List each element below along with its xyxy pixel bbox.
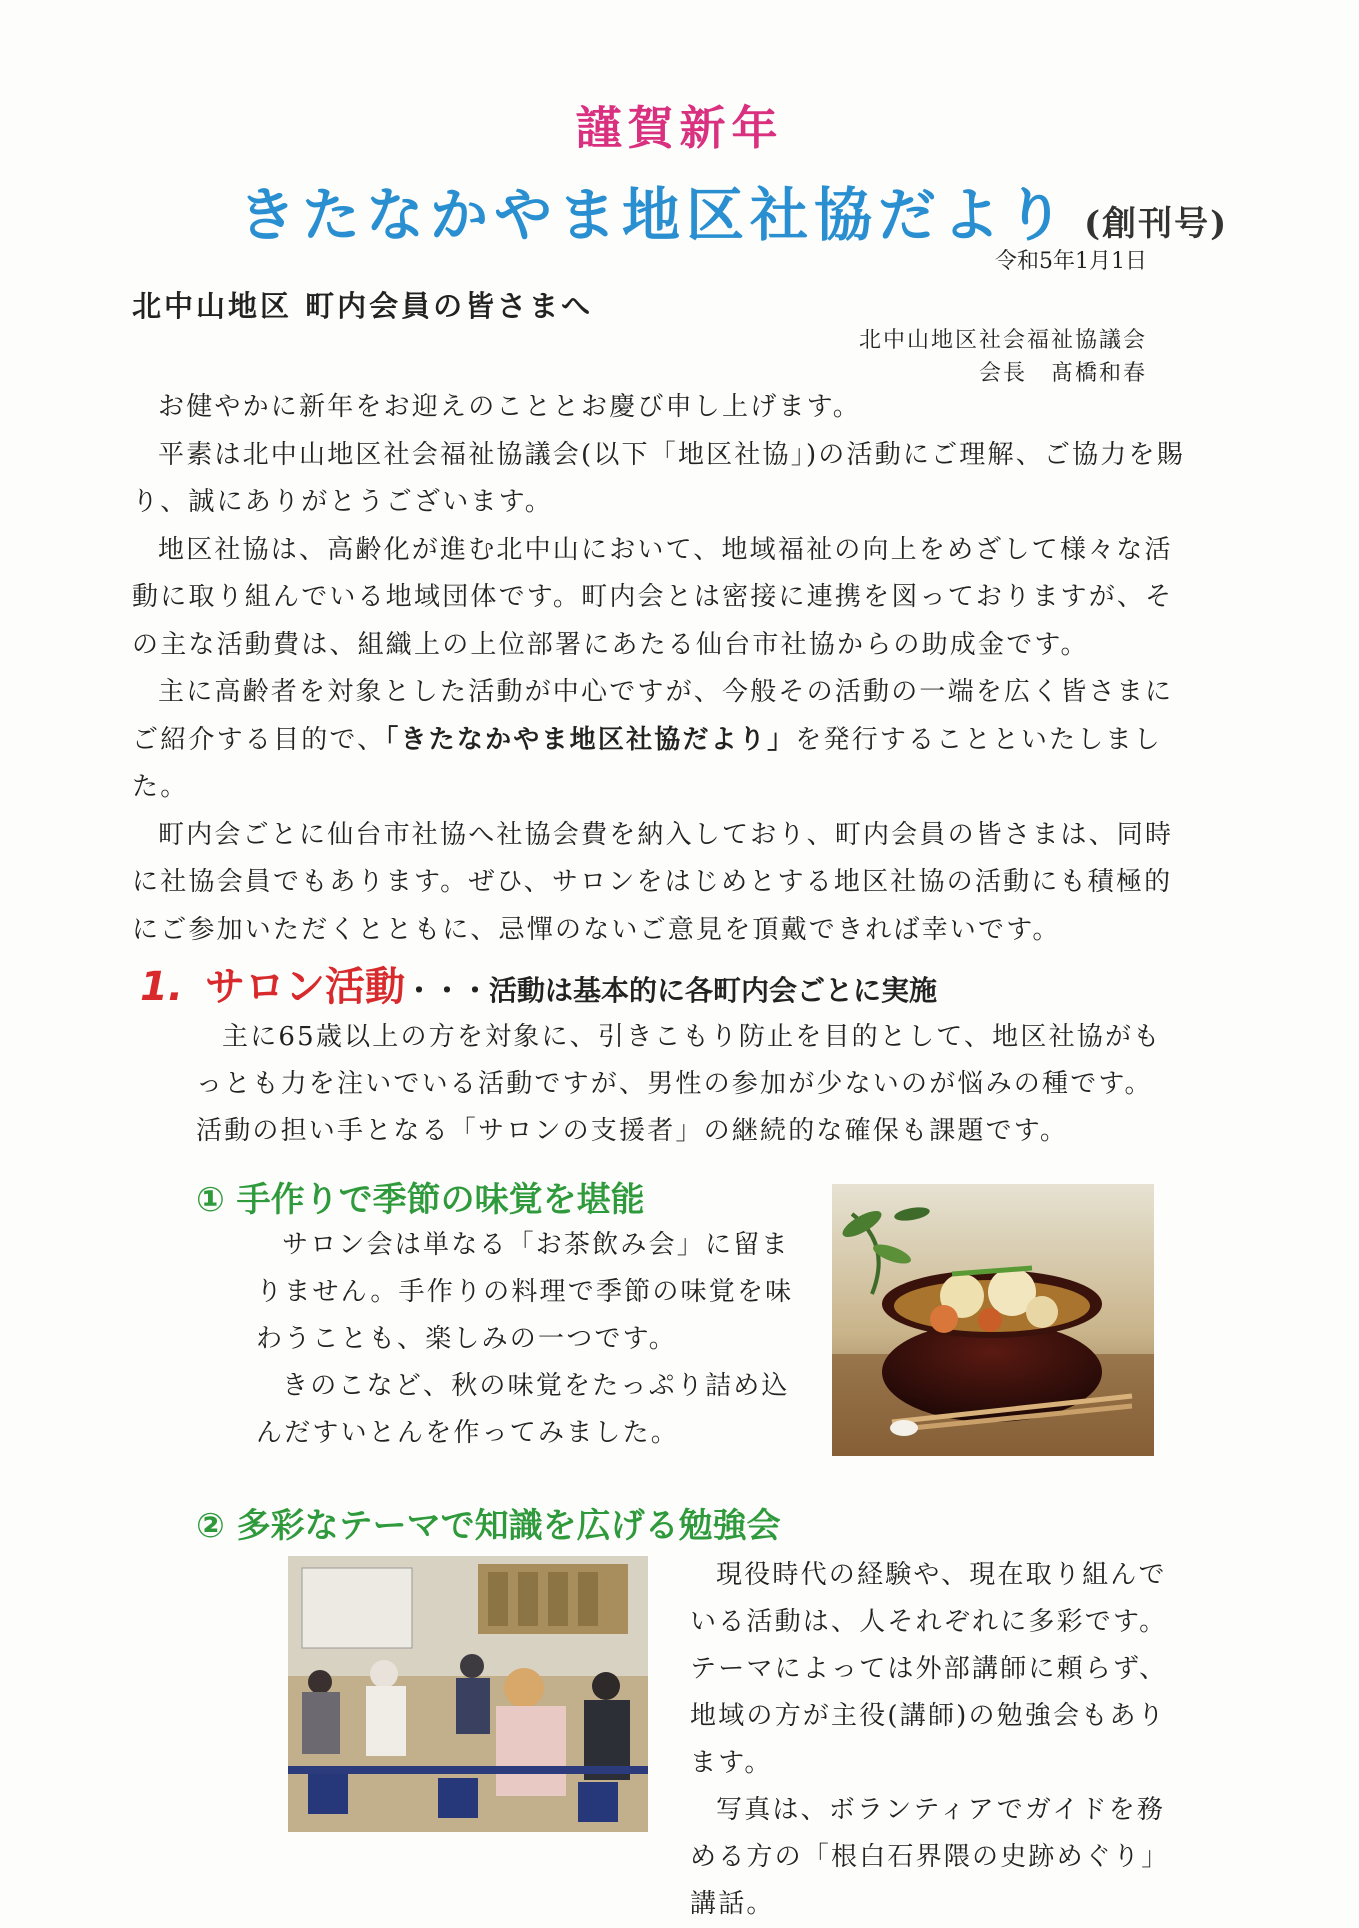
section-description: ・・・活動は基本的に各町内会ごとに実施 xyxy=(405,974,938,1007)
section-paragraph: 主に65歳以上の方を対象に、引きこもり防止を目的として、地区社協がもっとも力を注いでいる活動ですが、男性の参加が少ないのが悩みの種です。活動の担い手となる「サロンの支援者」の継続的な確保も課題です。 xyxy=(196,1022,1162,1146)
subsection-heading-cooking: ① 手作りで季節の味覚を堪能 xyxy=(196,1180,645,1220)
section-heading xyxy=(140,955,937,1012)
issue-date: 令和5年1月1日 xyxy=(995,249,1147,274)
intro-text xyxy=(132,384,1192,954)
intro-paragraph: 町内会ごとに仙台市社協へ社協会費を納入しており、町内会員の皆さまは、同時に社協会員でもあります。ぜひ、サロンをはじめとする地区社協の活動にも積極的にご参加いただくとともに、忌憚のないご意見を頂戴できれば幸いです。 xyxy=(132,819,1174,945)
intro-paragraph xyxy=(132,669,1192,812)
sender-block xyxy=(859,324,1147,390)
salutation: 北中山地区 町内会員の皆さまへ xyxy=(132,289,594,323)
newsletter-title xyxy=(238,168,1228,252)
subsection-paragraph: きのこなど、秋の味覚をたっぷり詰め込んだすいとんを作ってみました。 xyxy=(256,1371,790,1448)
signatory: 会長 髙橋和春 xyxy=(978,361,1147,386)
section-body xyxy=(196,1014,1166,1155)
newsletter-name-highlight: 「きたなかやま地区社協だより」 xyxy=(385,724,796,755)
subsection-paragraph: サロン会は単なる「お茶飲み会」に留まりません。手作りの料理で季節の味覚を味わうことも、楽しみの一つです。 xyxy=(256,1230,794,1354)
intro-paragraph: 平素は北中山地区社会福祉協議会(以下「地区社協」)の活動にご理解、ご協力を賜り、誠にありがとうございます。 xyxy=(132,439,1185,517)
issue-label: (創刊号) xyxy=(1084,204,1229,244)
org-name: 北中山地区社会福祉協議会 xyxy=(858,328,1147,353)
subsection-paragraph: 写真は、ボランティアでガイドを務める方の「根白石界隈の史跡めぐり」講話。 xyxy=(690,1795,1170,1919)
intro-paragraph: 地区社協は、高齢化が進む北中山において、地域福祉の向上をめざして様々な活動に取り組んでいる地域団体です。町内会とは密接に連携を図っておりますが、その主な活動費は、組織上の上位部署にあたる仙台市社協からの助成金です。 xyxy=(132,534,1174,660)
subsection-body-study xyxy=(690,1552,1190,1928)
subsection-heading-study: ② 多彩なテーマで知識を広げる勉強会 xyxy=(196,1506,781,1546)
p4-text: 主に高齢者を対象とした活動が中心ですが、今般その活動の一端を広く皆さまにご紹介する目的で、 xyxy=(132,677,1174,755)
section-number: 1. xyxy=(140,964,184,1010)
p4-text-end: を発行することといたしました。 xyxy=(132,724,1162,802)
newsletter-name: きたなかやま地区社協だより xyxy=(238,181,1071,249)
section-name: サロン活動 xyxy=(205,964,406,1010)
subsection-paragraph: 現役時代の経験や、現在取り組んでいる活動は、人それぞれに多彩です。テーマによっては外部講師に頼らず、地域の方が主役(講師)の勉強会もあります。 xyxy=(690,1560,1168,1778)
intro-paragraph: お健やかに新年をお迎えのこととお慶び申し上げます。 xyxy=(158,392,861,422)
subsection-body-cooking xyxy=(256,1222,816,1457)
study-session-photo xyxy=(288,1556,648,1832)
suiton-soup-bowl-photo xyxy=(832,1184,1154,1456)
greeting-title: 謹賀新年 xyxy=(575,101,784,155)
